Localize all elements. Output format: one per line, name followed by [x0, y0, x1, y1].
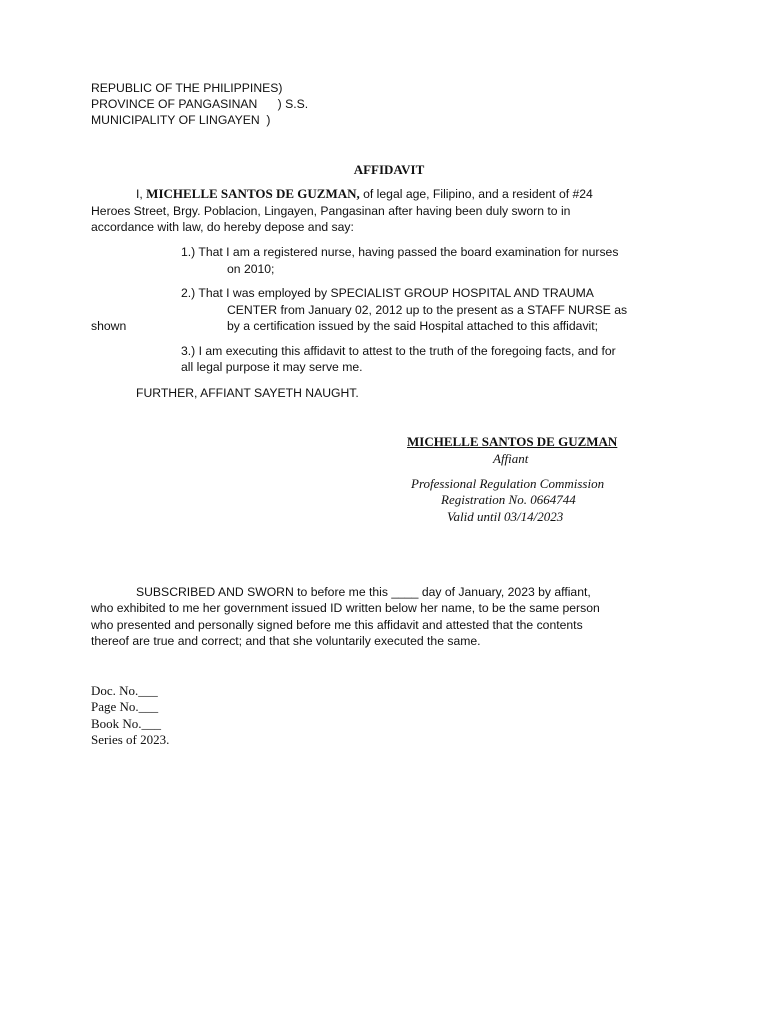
- venue-line-3: MUNICIPALITY OF LINGAYEN ): [91, 113, 271, 127]
- item-3-line-2: all legal purpose it may serve me.: [181, 360, 363, 374]
- document-title: AFFIDAVIT: [353, 162, 425, 177]
- venue-line-1: REPUBLIC OF THE PHILIPPINES): [91, 81, 283, 95]
- jurat-line-3: who presented and personally signed before me this affidavit and attested that the contents: [91, 618, 583, 632]
- item-3-line-1: 3.) I am executing this affidavit to attest to the truth of the foregoing facts, and for: [181, 344, 616, 358]
- signature-role: Affiant: [493, 451, 529, 466]
- venue-line-2: PROVINCE OF PANGASINAN ) S.S.: [91, 97, 309, 111]
- intro-prefix: I,: [136, 187, 147, 201]
- prc-commission: Professional Regulation Commission: [411, 476, 605, 491]
- prc-registration: Registration No. 0664744: [441, 492, 576, 507]
- notary-book-no: Book No.___: [91, 716, 162, 731]
- jurat-line-1: SUBSCRIBED AND SWORN to before me this ____ day of January, 2023 by affiant,: [136, 585, 591, 599]
- notary-series: Series of 2023.: [91, 732, 170, 747]
- notary-doc-no: Doc. No.___: [91, 683, 158, 698]
- intro-line-2: Heroes Street, Brgy. Poblacion, Lingayen, Pangasinan after having been duly sworn to in: [91, 204, 571, 218]
- closing-statement: FURTHER, AFFIANT SAYETH NAUGHT.: [136, 386, 359, 400]
- item-2-line-3-left: shown: [91, 319, 127, 333]
- affiant-name-inline: MICHELLE SANTOS DE GUZMAN,: [146, 186, 360, 201]
- jurat-line-4: thereof are true and correct; and that she voluntarily executed the same.: [91, 634, 481, 648]
- prc-validity: Valid until 03/14/2023: [447, 509, 564, 524]
- notary-page-no: Page No.___: [91, 699, 159, 714]
- signature-name: MICHELLE SANTOS DE GUZMAN: [407, 434, 618, 449]
- intro-line-3: accordance with law, do hereby depose and say:: [91, 220, 354, 234]
- item-1-line-2: on 2010;: [227, 262, 275, 276]
- intro-line-1-rest: of legal age, Filipino, and a resident of #24: [359, 187, 593, 201]
- jurat-line-2: who exhibited to me her government issued ID written below her name, to be the same person: [91, 601, 600, 615]
- item-1-line-1: 1.) That I am a registered nurse, having passed the board examination for nurses: [181, 245, 619, 259]
- item-2-line-2: CENTER from January 02, 2012 up to the present as a STAFF NURSE as: [227, 303, 628, 317]
- intro-line-1: [136, 186, 593, 202]
- item-2-line-3-right: by a certification issued by the said Hospital attached to this affidavit;: [227, 319, 599, 333]
- item-2-line-1: 2.) That I was employed by SPECIALIST GROUP HOSPITAL AND TRAUMA: [181, 286, 594, 300]
